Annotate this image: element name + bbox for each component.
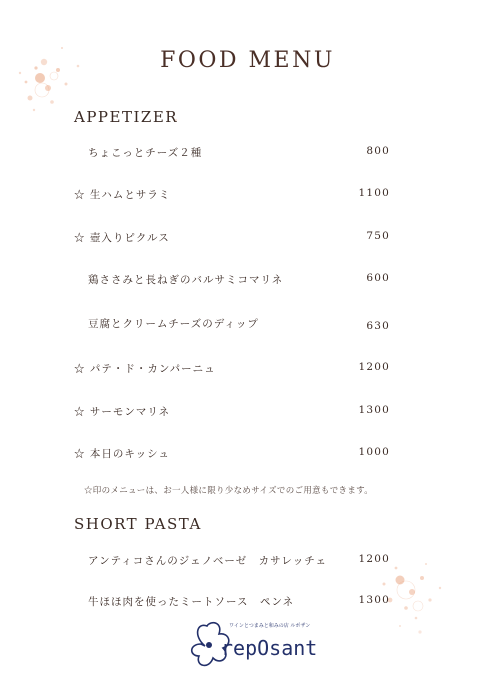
menu-item-name: ☆ 生ハムとサラミ <box>74 189 171 201</box>
menu-item-name: ☆ 本日のキッシュ <box>74 448 170 460</box>
menu-item <box>74 361 390 379</box>
menu-item-price: 1300 <box>358 594 390 606</box>
menu-item-name: 牛ほほ肉を使ったミートソース ペンネ <box>88 596 295 608</box>
menu-item-price: 750 <box>366 230 390 242</box>
menu-item <box>74 404 390 422</box>
menu-item-name: ☆ 壺入りピクルス <box>74 232 170 244</box>
menu-item <box>74 594 390 612</box>
menu-item-price: 600 <box>366 272 390 284</box>
menu-item <box>74 230 390 248</box>
menu-item <box>74 145 390 163</box>
menu-item-price: 1300 <box>358 404 390 416</box>
reposant-logo <box>183 618 323 678</box>
menu-item <box>74 553 390 571</box>
menu-item-price: 1200 <box>358 553 390 565</box>
menu-item-name: 鶏ささみと長ねぎのバルサミコマリネ <box>88 274 284 286</box>
menu-item-name: ちょこっとチーズ２種 <box>88 147 203 159</box>
menu-title: FOOD MENU <box>160 48 335 73</box>
menu-item-name: ☆ パテ・ド・カンパーニュ <box>74 363 216 375</box>
menu-item-name: 豆腐とクリームチーズのディップ <box>88 318 259 330</box>
menu-item-name: アンティコさんのジェノベーゼ カサレッチェ <box>88 555 327 567</box>
menu-item <box>74 316 390 334</box>
menu-item <box>74 272 390 290</box>
logo-wordmark: repOsant <box>221 636 318 660</box>
menu-item-price: 800 <box>366 145 390 157</box>
half-size-note: ☆印のメニューは、お一人様に限り少なめサイズでのご用意もできます。 <box>84 486 374 496</box>
menu-item <box>74 446 390 464</box>
menu-item-price: 1100 <box>358 187 390 199</box>
menu-item-price: 630 <box>366 320 390 332</box>
menu-item-name: ☆ サーモンマリネ <box>74 406 171 418</box>
logo-tagline: ワインとつまみと和みの店 ルポザン <box>229 623 311 629</box>
section-heading-appetizer: APPETIZER <box>74 108 179 126</box>
menu-item-price: 1200 <box>358 361 390 373</box>
menu-item <box>74 187 390 205</box>
menu-item-price: 1000 <box>358 446 390 458</box>
section-heading-short-pasta: SHORT PASTA <box>74 515 202 533</box>
